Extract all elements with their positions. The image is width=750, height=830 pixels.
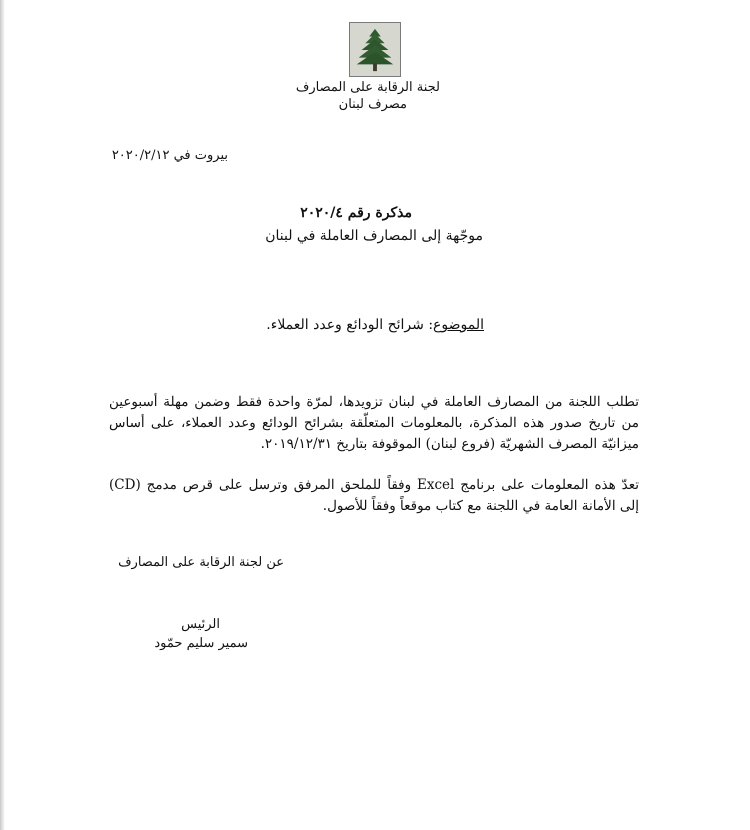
letterhead-bank: مصرف لبنان: [338, 97, 407, 112]
memo-title: مذكرة رقم ٢٠٢٠/٤: [300, 205, 412, 221]
closing-line: عن لجنة الرقابة على المصارف: [118, 555, 284, 570]
signature-name: سمير سليم حمّود: [154, 636, 248, 651]
body-paragraph-1: تطلب اللجنة من المصارف العاملة في لبنان تزويدها، لمرّة واحدة فقط وضمن مهلة أسبوعين من تاريخ صدور هذه المذكرة، بالمعلومات المتعلّقة بشرائح الودائع وعدد العملاء، على أساس ميزانيّة المصرف الشهريّة (فروع لبنان) الموقوفة بتاريخ ٢٠١٩/١٢/٣١.: [109, 394, 639, 452]
document-date: بيروت في ٢٠٢٠/٢/١٢: [111, 148, 228, 163]
subject-text: شرائح الودائع وعدد العملاء.: [266, 317, 429, 333]
letterhead-committee: لجنة الرقابة على المصارف: [295, 80, 440, 95]
cedar-emblem-logo: [349, 22, 401, 77]
page-edge-shadow: [0, 0, 5, 830]
signature-title: الرئيس: [181, 617, 220, 632]
subject-line: [266, 317, 484, 333]
body-paragraph-2: تعدّ هذه المعلومات على برنامج Excel وفقاً للملحق المرفق وترسل على قرص مدمج (CD) إلى الأمانة العامة في اللجنة مع كتاب موقعاً وفقاً للأصول.: [109, 477, 639, 514]
subject-separator: :: [428, 317, 434, 333]
cedar-tree-icon: [350, 23, 400, 76]
memo-addressee: موجّهة إلى المصارف العاملة في لبنان: [265, 228, 483, 244]
subject-label: الموضوع: [433, 317, 484, 333]
